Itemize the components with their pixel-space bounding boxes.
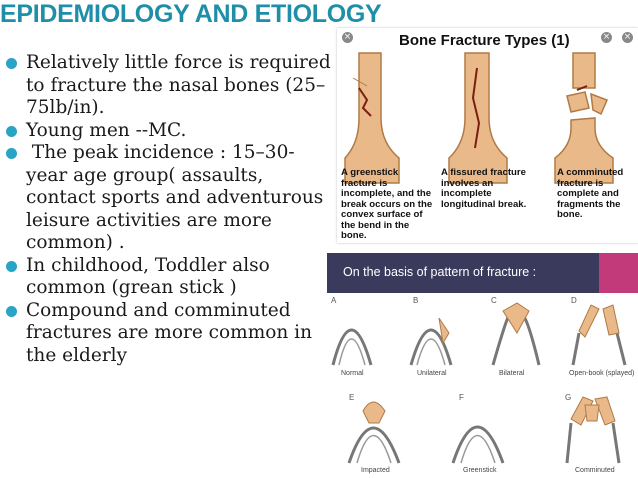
fracture-pattern-figure — [327, 253, 638, 478]
figure-banner-title: On the basis of pattern of fracture : — [343, 265, 537, 279]
panel-letter: A — [331, 296, 337, 305]
bullet-item: The peak incidence : 15–30-year age group( assaults, contact sports and adventurous leisure activities are more common) . — [4, 142, 334, 255]
bullet-dot-icon — [6, 306, 17, 317]
panel-letter: E — [349, 393, 355, 402]
bone-fracture-types-figure — [337, 28, 638, 243]
comminuted-caption: A comminuted fracture is complete and fragments the bone. — [557, 167, 624, 220]
panel-letter: F — [459, 393, 464, 402]
greenstick-bone-illustration — [345, 53, 399, 183]
bullet-item: Compound and comminuted fractures are more common in the elderly — [4, 300, 334, 368]
panel-letter: B — [413, 296, 419, 305]
panel-label: Open-book (splayed) — [569, 370, 635, 377]
panel-label: Impacted — [361, 467, 390, 474]
panel-letter: D — [571, 296, 577, 305]
bullet-item: Relatively little force is required to fracture the nasal bones (25–75lb/in). — [4, 52, 334, 120]
panel-letter: C — [491, 296, 497, 305]
panel-label: Unilateral — [417, 370, 447, 377]
bullet-item: Young men --MC. — [4, 120, 334, 143]
accent-block — [599, 253, 638, 293]
fissured-bone-illustration — [449, 53, 507, 183]
slide-title: EPIDEMIOLOGY AND ETIOLOGY — [0, 0, 382, 28]
close-icon: × — [343, 32, 352, 42]
panel-label: Bilateral — [499, 370, 525, 377]
bullet-dot-icon — [6, 148, 17, 159]
fissured-caption: A fissured fracture involves an incomplete longitudinal break. — [441, 167, 527, 210]
bullet-list — [4, 52, 337, 367]
panel-letter: G — [565, 393, 572, 402]
close-icon: × — [602, 32, 611, 42]
panel-label: Normal — [341, 370, 364, 377]
figure-title: Bone Fracture Types (1) — [399, 32, 570, 49]
panel-label: Greenstick — [463, 467, 497, 474]
greenstick-caption: A greenstick fracture is incomplete, and the break occurs on the convex surface of the bend in the bone. — [341, 167, 433, 241]
bullet-dot-icon — [6, 58, 17, 69]
close-icon: × — [623, 32, 632, 42]
panel-label: Comminuted — [575, 467, 615, 474]
comminuted-bone-illustration — [555, 53, 613, 183]
nasal-fracture-patterns — [327, 293, 638, 478]
bullet-item: In childhood, Toddler also common (grean stick ) — [4, 255, 334, 300]
bullet-dot-icon — [6, 261, 17, 272]
bullet-dot-icon — [6, 126, 17, 137]
